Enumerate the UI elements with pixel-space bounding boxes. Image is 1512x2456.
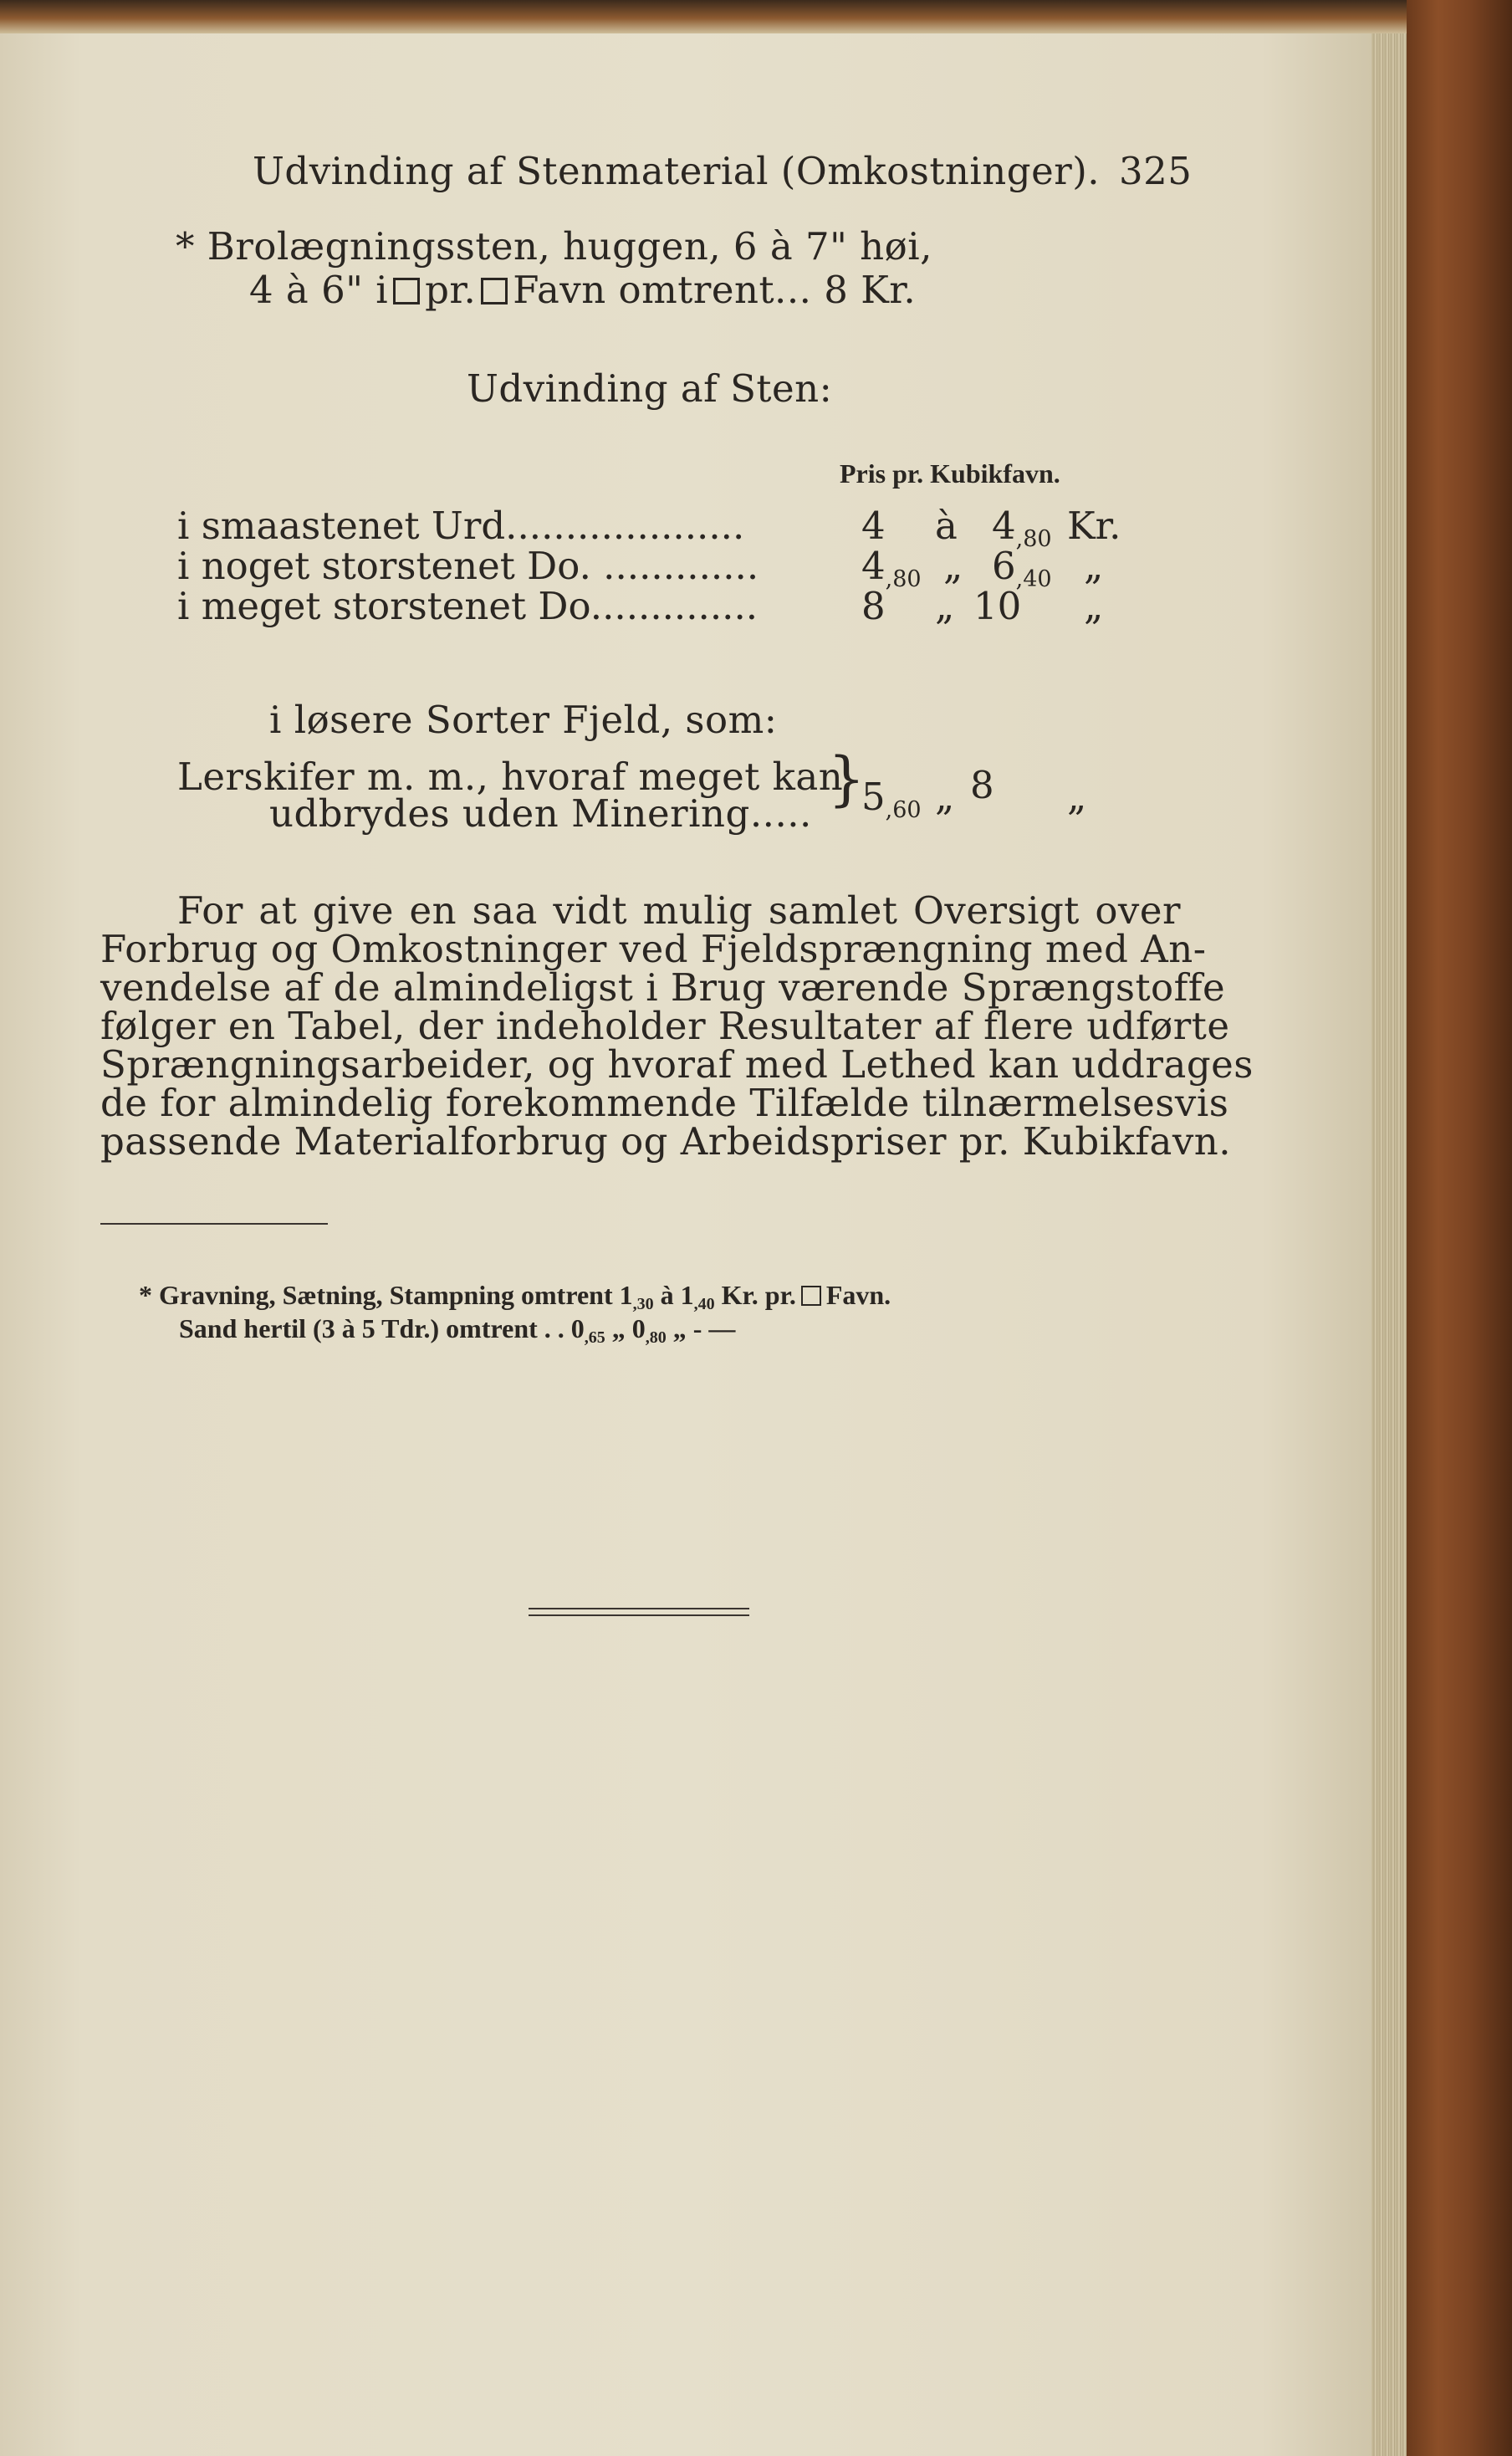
section-title: Udvinding af Sten: <box>467 366 833 411</box>
loose-rock-title: i løsere Sorter Fjeld, som: <box>269 698 778 742</box>
square-symbol-icon <box>393 278 420 304</box>
paragraph-line: følger en Tabel, der indeholder Resultater af flere udførte <box>100 1004 1230 1048</box>
brace-icon: } <box>828 744 866 813</box>
table-row: i noget storstenet Do. ............. <box>177 544 759 588</box>
ornament-rule <box>529 1614 749 1616</box>
paragraph-line: de for almindelig forekommende Tilfælde tilnærmelsesvis <box>100 1081 1229 1125</box>
loose-rock-line-1: Lerskifer m. m., hvoraf meget kan <box>177 755 844 799</box>
page-stack-edge <box>1372 33 1407 2456</box>
table-row-value: $4_{,80}$ <box>861 544 922 592</box>
footnote-rule <box>100 1223 328 1225</box>
table-row-value: 4 <box>861 504 886 548</box>
intro-line-1: * Brolægningssten, huggen, 6 à 7" høi, <box>176 224 932 269</box>
ornament-rule <box>529 1608 749 1609</box>
square-symbol-icon <box>481 278 508 304</box>
table-row: i smaastenet Urd.................... <box>177 504 745 548</box>
price-column-header: Pris pr. Kubikfavn. <box>840 458 1060 489</box>
paragraph-line: For at give en saa vidt mulig samlet Oversigt over <box>177 888 1181 933</box>
paragraph-line: Forbrug og Omkostninger ved Fjeldsprængning med An- <box>100 927 1207 971</box>
table-row: i meget storstenet Do.............. <box>177 584 759 628</box>
square-symbol-icon <box>801 1286 821 1306</box>
page-number: 325 <box>1119 149 1193 193</box>
table-row-value: 8 <box>861 584 886 628</box>
book-cover-spine <box>1407 0 1512 2456</box>
loose-rock-value: $5_{,60}$ <box>861 775 922 823</box>
loose-rock-line-2: udbrydes uden Minering..... <box>269 791 812 836</box>
footnote-line-2: Sand hertil (3 à 5 Tdr.) omtrent . . $0_{,65}$ „ $0_{,80}$ „ - — <box>179 1313 736 1347</box>
book-top-edge <box>0 0 1407 33</box>
paragraph-line: Sprængningsarbeider, og hvoraf med Lethed kan uddrages <box>100 1042 1254 1087</box>
book-page: Udvinding af Stenmaterial (Omkostninger). 325 * Brolægningssten, huggen, 6 à 7" høi, 4 à 6" i pr. Favn omtrent... 8 Kr. Udvinding af Sten: Pris pr. Kubikfavn. i smaastenet Urd.................... 4 à $4_{,80}$ Kr. i noget storstenet Do. ............. $4_{,80}$ „ $6_{,40}$ „ i meget storstenet Do.............. 8 „ 10 „ i løsere Sorter Fjeld, som: Lerskifer m. m., hvoraf meget kan udbrydes uden Minering..... } $5_{,60}$ „ 8 „ For at give en saa vidt mulig samlet Oversigt over Forbrug og Omkostninger ved Fjeldsprængning med An- vendelse af de almindeligst i Brug værende Sprængstoffe følger en Tabel, der indeholder Resultater af flere udførte Sprængningsarbeider, og hvoraf med Lethed kan uddrages de for almindelig forekommende Tilfælde tilnærmelsesvis passende Materialforbrug og Arbeidspriser pr. Kubikfavn. * Gravning, Sætning, Stampning omtrent $1_{,30}$ à $1_{,40}$ Kr. pr. Favn. Sand hertil (3 à 5 Tdr.) omtrent . . $0_{,65}$ „ $0_{,80}$ „ - — <box>0 33 1372 2456</box>
paragraph-line: vendelse af de almindeligst i Brug værende Sprængstoffe <box>100 965 1226 1010</box>
paragraph-line: passende Materialforbrug og Arbeidspriser pr. Kubikfavn. <box>100 1119 1232 1164</box>
running-header-title: Udvinding af Stenmaterial (Omkostninger). <box>253 149 1101 193</box>
intro-line-2: 4 à 6" i pr. Favn omtrent... 8 Kr. <box>249 268 917 312</box>
footnote-line-1: * Gravning, Sætning, Stampning omtrent $1_{,30}$ à $1_{,40}$ Kr. pr. Favn. <box>139 1280 891 1313</box>
